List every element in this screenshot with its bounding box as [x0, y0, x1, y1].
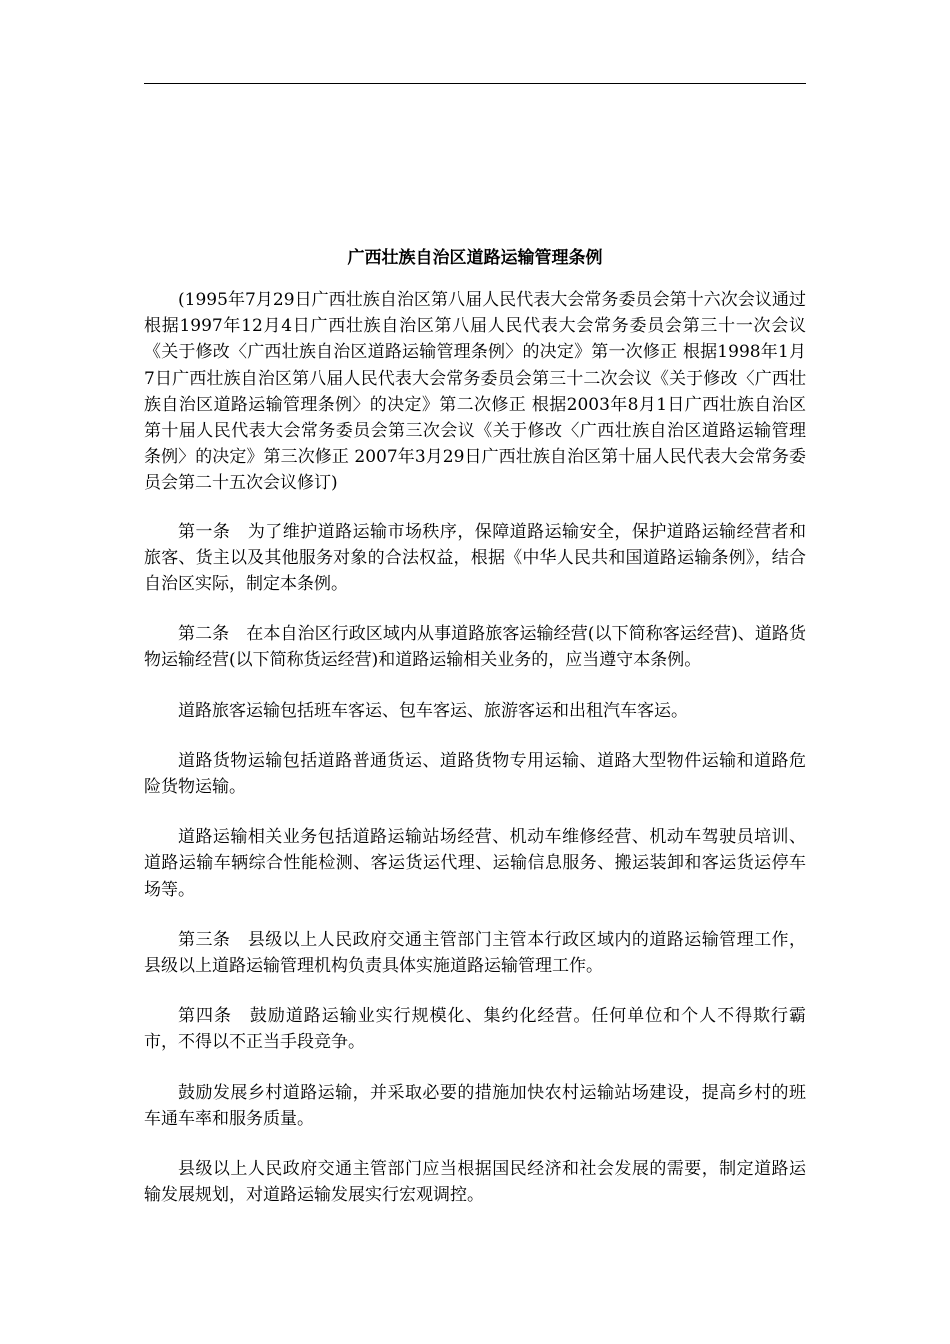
preamble-paragraph: (1995年7月29日广西壮族自治区第八届人民代表大会常务委员会第十六次会议通过 根据1997年12月4日广西壮族自治区第八届人民代表大会常务委员会第三十一次会议《关于修改〈广西壮族自治区道路运输管理条例〉的决定》第一次修正 根据1998年1月7日广西壮族自治区第八届人民代表大会常务委员会第三十二次会议《关于修改〈广西壮族自治区道路运输管理条例〉的决定》第二次修正 根据2003年8月1日广西壮族自治区第十届人民代表大会常务委员会第三次会议《关于修改〈广西壮族自治区道路运输管理条例〉的决定》第三次修正 2007年3月29日广西壮族自治区第十届人民代表大会常务委员会第二十五次会议修订) — [144, 290, 806, 494]
rural-transport-paragraph: 鼓励发展乡村道路运输，并采取必要的措施加快农村运输站场建设，提高乡村的班车通车率和服务质量。 — [144, 1082, 806, 1129]
document-title: 广西壮族自治区道路运输管理条例 — [347, 248, 603, 268]
document-body — [144, 243, 806, 1232]
freight-transport-paragraph: 道路货物运输包括道路普通货运、道路货物专用运输、道路大型物件运输和道路危险货物运输。 — [144, 750, 806, 798]
article-1-paragraph: 第一条 为了维护道路运输市场秩序，保障道路运输安全，保护道路运输经营者和旅客、货主以及其他服务对象的合法权益，根据《中华人民共和国道路运输条例》，结合自治区实际，制定本条例。 — [144, 521, 806, 595]
planning-paragraph: 县级以上人民政府交通主管部门应当根据国民经济和社会发展的需要，制定道路运输发展规划，对道路运输发展实行宏观调控。 — [144, 1159, 806, 1206]
related-business-paragraph: 道路运输相关业务包括道路运输站场经营、机动车维修经营、机动车驾驶员培训、道路运输车辆综合性能检测、客运货运代理、运输信息服务、搬运装卸和客运货运停车场等。 — [144, 827, 806, 900]
article-3-paragraph: 第三条 县级以上人民政府交通主管部门主管本行政区域内的道路运输管理工作，县级以上道路运输管理机构负责具体实施道路运输管理工作。 — [144, 929, 806, 977]
passenger-transport-paragraph: 道路旅客运输包括班车客运、包车客运、旅游客运和出租汽车客运。 — [178, 700, 688, 721]
header-rule — [144, 83, 806, 84]
article-4-paragraph: 第四条 鼓励道路运输业实行规模化、集约化经营。任何单位和个人不得欺行霸市，不得以不正当手段竞争。 — [144, 1006, 806, 1053]
article-2-paragraph: 第二条 在本自治区行政区域内从事道路旅客运输经营(以下简称客运经营)、道路货物运输经营(以下简称货运经营)和道路运输相关业务的，应当遵守本条例。 — [144, 624, 806, 671]
